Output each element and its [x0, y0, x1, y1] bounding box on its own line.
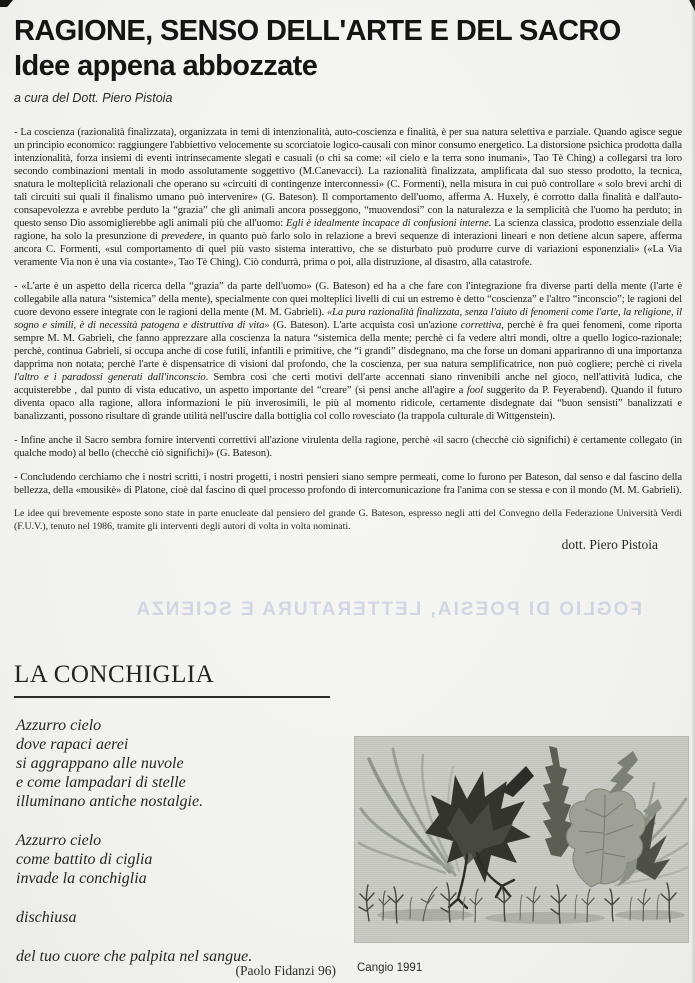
poem-line: si aggrappano alle nuvole — [16, 755, 184, 772]
poem-line: Azzurro cielo — [16, 717, 102, 734]
scan-edge-shadow — [691, 0, 695, 983]
page-title-line1: RAGIONE, SENSO DELL'ARTE E DEL SACRO — [14, 15, 621, 47]
poem-stanza — [16, 831, 338, 888]
poem-line: dove rapaci aerei — [16, 736, 129, 753]
leaf-collage-illustration — [355, 737, 688, 942]
author-signature: dott. Piero Pistoia — [561, 537, 658, 553]
artwork-caption: Cangio 1991 — [357, 962, 423, 974]
leaf-collage-artwork — [355, 737, 688, 942]
poem-line: dischiusa — [16, 909, 77, 926]
article-paragraph: - Infine anche il Sacro sembra fornire interventi correttivi all'azione virulenta della ragione, perchè «il sacro (checchè ciò significhi) è certamente collegato (in qualche modo) al bello (checchè ciò significhi)» (G. Bateson). — [14, 435, 682, 459]
article-body — [14, 126, 682, 553]
footnote: Le idee qui brevemente esposte sono state in parte enucleate dal pensiero del grande G. Bateson, espresso negli atti del Convegno della Federazione Università Verdi (F.U.V.), tenuto nel 1986, tramite gli interventi degli autori di volta in volta nominati. — [14, 508, 682, 532]
article-header — [14, 14, 683, 105]
poem-attribution: (Paolo Fidanzi 96) — [235, 963, 336, 978]
showthrough-watermark: FOGLIO DI POESIA, LETTERATURA E SCIENZA — [134, 599, 642, 620]
poem-line: come battito di ciglia — [16, 851, 153, 868]
article-paragraph: - La coscienza (razionalità finalizzata), organizzata in temi di intenzionalità, auto-coscienza e finalità, è per sua natura selettiva e parziale. Quando agisce segue un principio economico: raggiungere l'abbiettivo velocemente su scorciatoie logico-causali con minor consumo energetico. La distorsione psichica prodotta dalla intenzionalità, forza insiemi di eventi intrinsecamente slegati e casuali (o chi sa come: «il cielo e la terra sono inumani», Tao Tè Ching) a collegarsi tra loro secondo combinazioni mentali in modo assolutamente soggettivo (M.Canevacci). La razionalità finalizzata, amplificata dal suo stesso prodotto, la tecnica, snatura le molteplicità relazionali che operano su «circuiti di contingenze interconnessi» (C. Formenti), nella misura in cui può controllare « solo brevi archi di tali circuiti sui quali il finalismo umano può intervenire» (G. Bateson). Il comportamento dell'uomo, afferma A. Huxely, è corrotto dalla finalità e dall'auto-consapevolezza e avrebbe perduto la “grazia” che gli animali ancora posseggono, “muovendosi” con la naturalezza e la semplicità che l'uomo ha perduto; in questo senso Dio assomiglierebbe agli animali più che all'uomo: Egli è idealmente incapace di confusioni interne. La scienza classica, prodotto essenziale della ragione, ha solo la presunzione di prevedere, in quanto può farlo solo in relazione a brevi sequenze di interazioni lineari e non detiene alcun sapere, afferma ancora C. Formenti, «sul comportamento di quel più vasto sistema interattivo, che se disturbato può produrre curve di variazioni esponenziali» («La Via veramente Via non è una via costante», Tao Tè Ching). Ciò condurrà, prima o poi, alla distruzione, al disastro, alla catastrofe. — [14, 127, 682, 268]
poem-stanza — [16, 716, 338, 811]
poem-line: Azzurro cielo — [16, 832, 102, 849]
article-paragraph: - «L'arte è un aspetto della ricerca della “grazia” da parte dell'uomo» (G. Bateson) ed ha a che fare con l'integrazione fra diverse parti della mente (l'arte è collegabile alla natura “sistemica” della mente), specialmente con quei molteplici livelli di cui un estremo è detto “coscienza” e l'altro “inconscio”; le ragioni del cuore devono essere integrate con le ragioni della mente (M. M. Gabrieli). «La pura razionalità finalizzata, senza l'aiuto di fenomeni come l'arte, la religione, il sogno e simili, è di necessità patogena e distruttiva di vita» (G. Bateson). L'arte acquista così un'azione correttiva, perchè è fra quei fenomeni, come riporta sempre M. M. Gabrieli, che fanno apprezzare alla coscienza la natura “sistemica della mente; perchè ci fa vedere altri mondi, oltre a quello logico-razionale; perchè, continua Gabrieli, si occupa anche di cose futili, infantili e primitive, che “i grandi” disdegnano, ma che forse un domani appariranno di una importanza dapprima non notata; perchè l'arte è dispensatrice di visioni dal profondo, che la coscienza, per sua natura semplificatrice, non può cogliere; perchè ci rivela l'altro e i paradossi generati dall'inconscio. Sembra così che certi motivi dell'arte accennati siano rinvenibili anche nel gioco, nell'attività ludica, che acquisterebbe , dal punto di vista educativo, un aspetto importante del “creare” (si pensi anche all'agire a fool suggerito da P. Feyerabend). Quando il futuro diventa opaco alla ragione, allora informazioni le più inverosimili, le più al momento ridicole, certamente disdegnate dai “buon sensisti” banalizzati e banalizzanti, possono risultare di grande utilità nell'uscire dalla bottiglia col collo rovesciato (la trappola culturale di Wittgenstein). — [14, 281, 683, 422]
poem-line: e come lampadari di stelle — [16, 774, 186, 791]
scan-corner-artifact — [0, 0, 13, 7]
page-title-line2: Idee appena abbozzate — [14, 50, 318, 82]
poem — [16, 716, 338, 983]
page-title — [14, 14, 683, 84]
poem-line: illuminano antiche nostalgie. — [16, 793, 204, 810]
article-paragraph: - Concludendo cerchiamo che i nostri scritti, i nostri progetti, i nostri pensieri siano sempre permeati, come lo furono per Bateson, dal senso e dal fascino della bellezza, della «mousikè» di Platone, cioè dal fascino di quel processo profondo di intercomunicazione fra l'anima con se stessa e con il mondo (M. M. Gabrieli). — [14, 472, 682, 496]
poem-stanza — [16, 908, 338, 927]
poem-section-heading: LA CONCHIGLIA — [14, 661, 330, 698]
poem-line: invade la conchiglia — [16, 870, 147, 887]
poem-line: del tuo cuore che palpita nel sangue. — [16, 948, 253, 965]
byline: a cura del Dott. Piero Pistoia — [14, 91, 173, 105]
